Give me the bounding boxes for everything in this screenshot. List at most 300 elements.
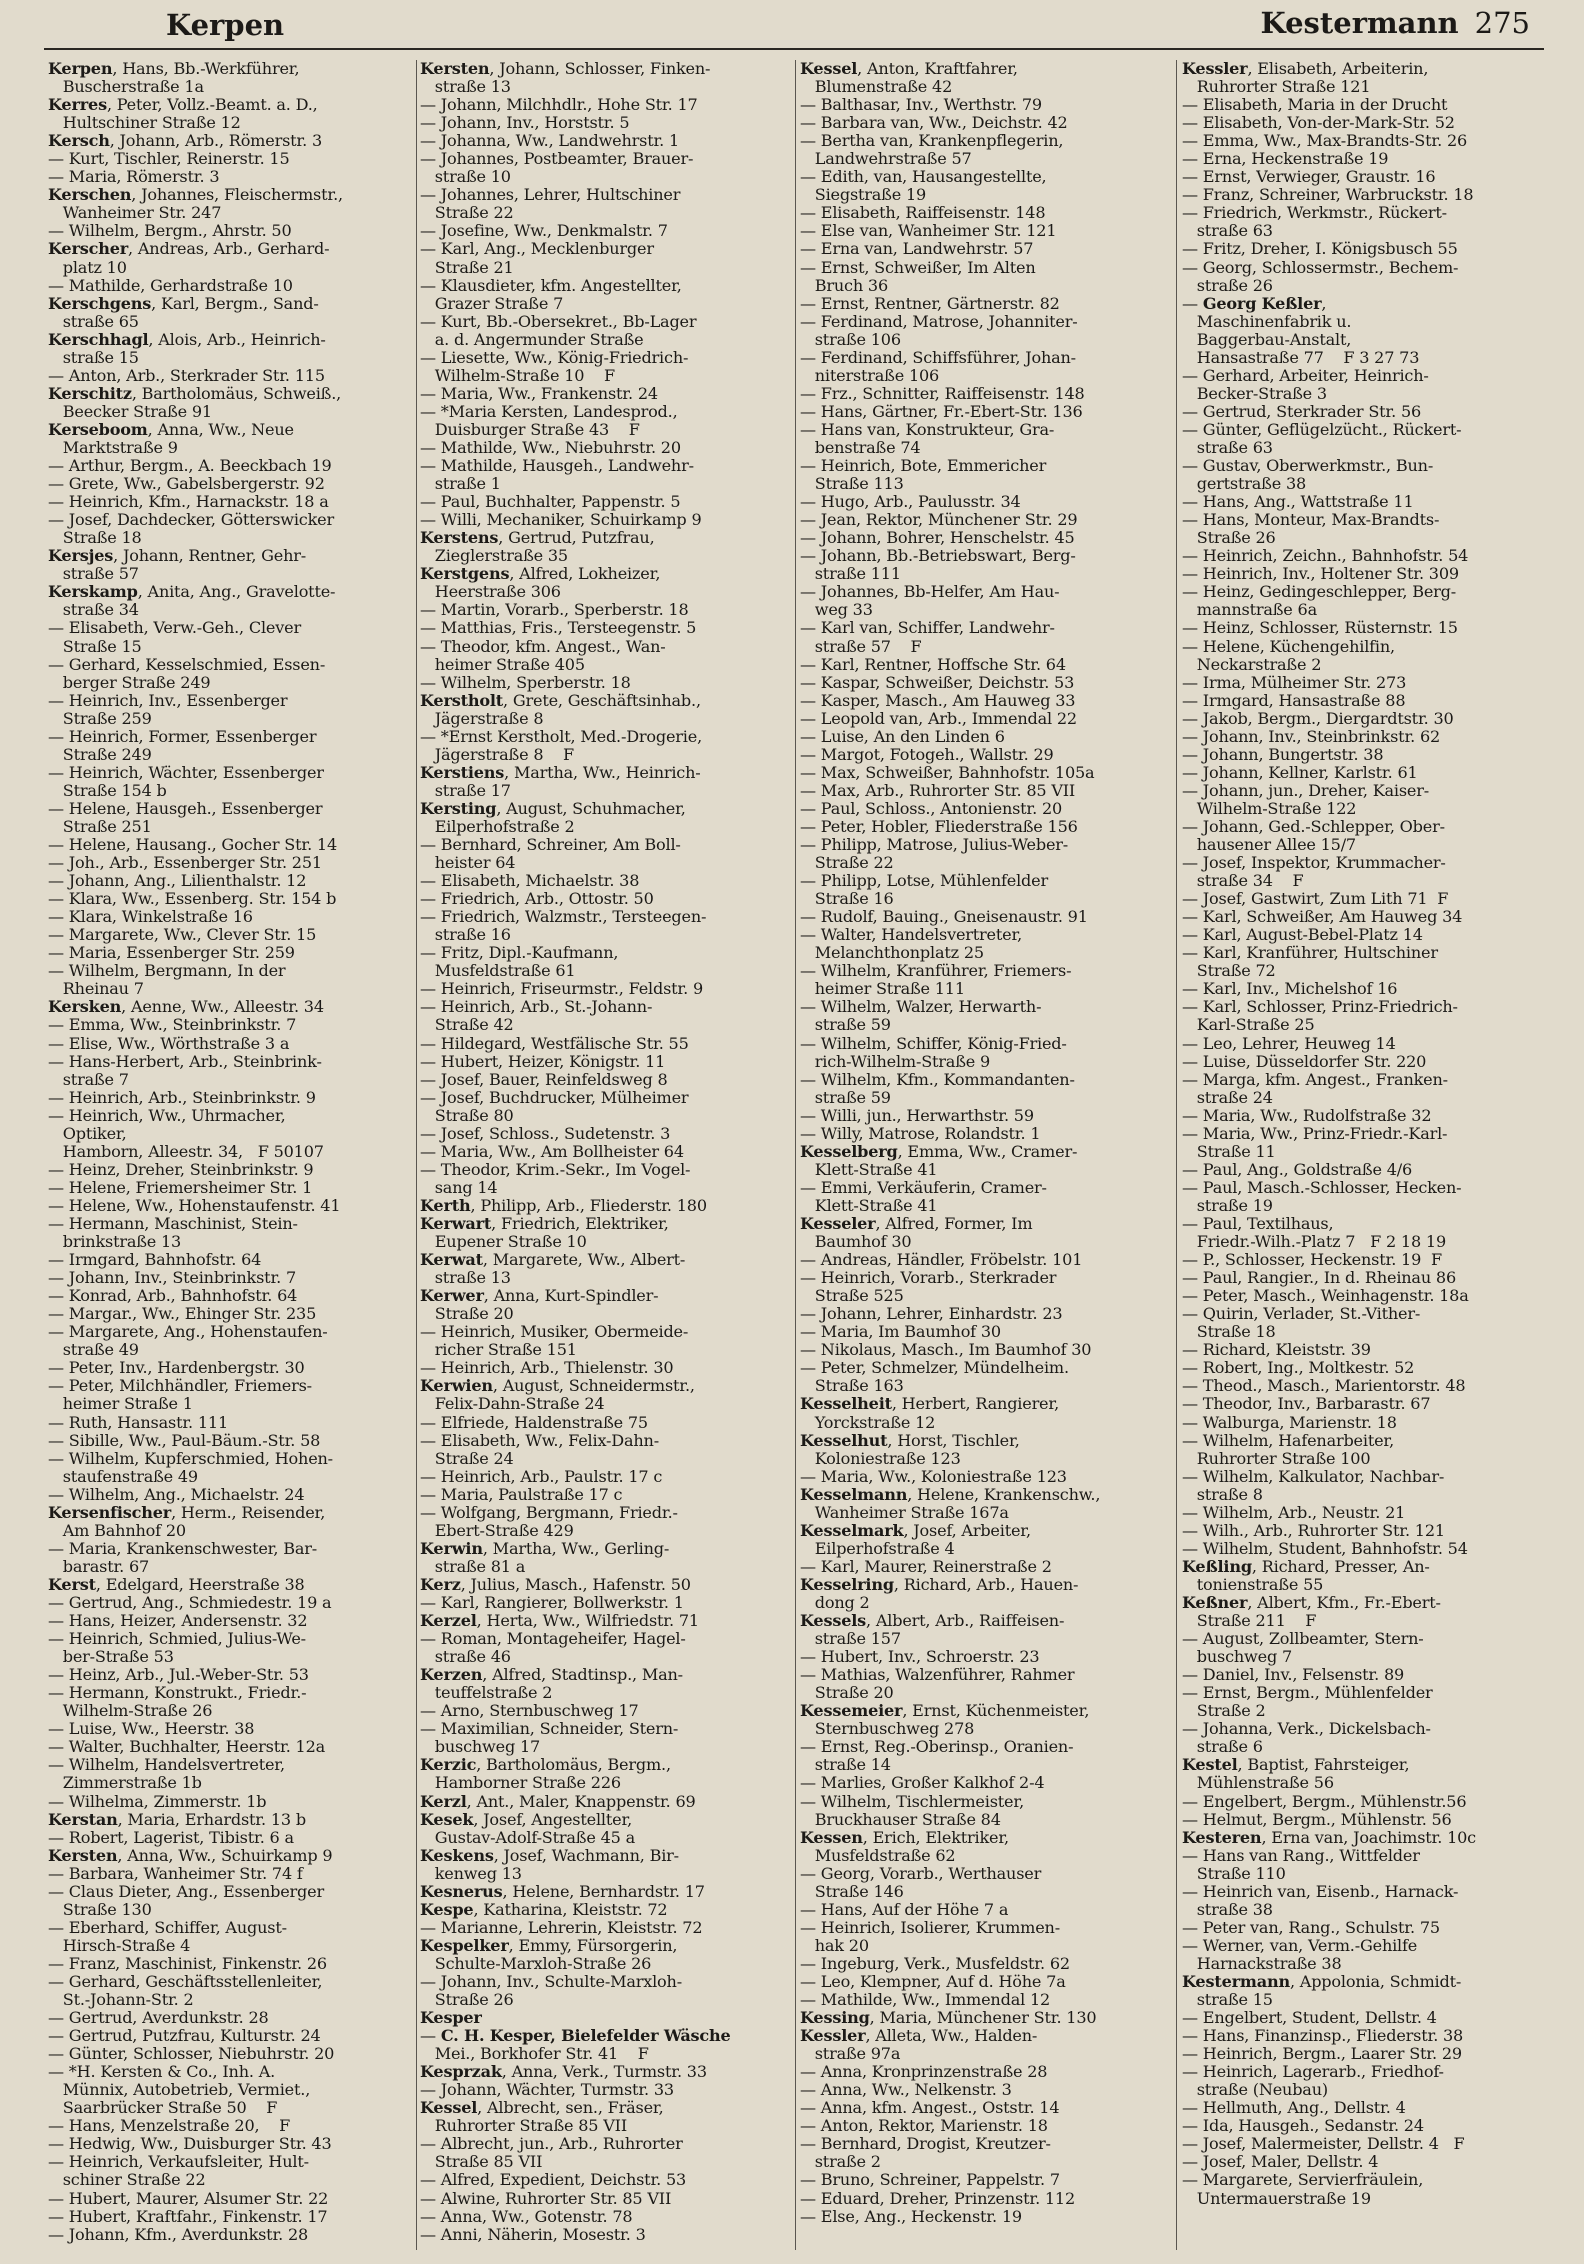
directory-entry-line: — Johann, Wächter, Turmstr. 33: [420, 2080, 674, 2100]
directory-entry-line: Straße 22: [800, 853, 894, 873]
directory-column-3: [800, 60, 1170, 2250]
directory-entry-line: — Theodor, Krim.-Sekr., Im Vogel-: [420, 1159, 691, 1179]
directory-entry-line: Klett-Straße 41: [800, 1195, 938, 1215]
directory-entry-line: Kerth, Philipp, Arb., Fliederstr. 180: [420, 1195, 707, 1215]
directory-entry-line: — Roman, Montageheifer, Hagel-: [420, 1629, 686, 1649]
directory-entry-line: niterstraße 106: [800, 365, 940, 385]
directory-entry-line: — Margarete, Ang., Hohenstaufen-: [48, 1322, 328, 1342]
directory-entry-line: — Konrad, Arb., Bahnhofstr. 64: [48, 1286, 298, 1306]
page-number: 275: [1474, 6, 1530, 40]
directory-entry-line: Kesselmann, Helene, Krankenschw.,: [800, 1484, 1101, 1504]
directory-entry-line: dong 2: [800, 1592, 870, 1612]
directory-entry-line: — Marga, kfm. Angest., Franken-: [1182, 1069, 1448, 1089]
directory-entry-line: Sternbuschweg 278: [800, 1719, 975, 1739]
directory-entry-line: — Leopold van, Arb., Immendal 22: [800, 708, 1077, 728]
directory-entry-line: — Barbara, Wanheimer Str. 74 f: [48, 1863, 303, 1883]
directory-entry-line: Musfeldstraße 62: [800, 1845, 956, 1865]
directory-entry-line: — Karl, Kranführer, Hultschiner: [1182, 943, 1438, 963]
directory-entry-line: — Else, Ang., Heckenstr. 19: [800, 2206, 1022, 2226]
directory-entry-line: — Ernst, Rentner, Gärtnerstr. 82: [800, 293, 1060, 313]
directory-entry-line: Kesselmark, Josef, Arbeiter,: [800, 1520, 1031, 1540]
directory-entry-line: Musfeldstraße 61: [420, 961, 576, 981]
directory-entry-line: — Maria, Ww., Rudolfstraße 32: [1182, 1105, 1432, 1125]
directory-entry-line: — Willy, Matrose, Rolandstr. 1: [800, 1123, 1041, 1143]
directory-entry-line: — Maria, Paulstraße 17 c: [420, 1484, 623, 1504]
directory-entry-line: straße 63: [1182, 221, 1273, 241]
directory-entry-line: — Georg Keßler,: [1182, 293, 1327, 313]
directory-entry-line: straße 157: [800, 1629, 901, 1649]
directory-entry-line: Straße 163: [800, 1376, 904, 1396]
directory-entry-line: — Kasper, Masch., Am Hauweg 33: [800, 690, 1076, 710]
directory-entry-line: Yorckstraße 12: [800, 1412, 936, 1432]
directory-entry-line: — Paul, Buchhalter, Pappenstr. 5: [420, 492, 681, 512]
directory-entry-line: — Liesette, Ww., König-Friedrich-: [420, 347, 689, 367]
directory-entry-line: Straße 26: [1182, 528, 1276, 548]
directory-entry-line: Kerschhagl, Alois, Arb., Heinrich-: [48, 329, 326, 349]
directory-entry-line: staufenstraße 49: [48, 1466, 198, 1486]
directory-entry-line: Kesteren, Erna van, Joachimstr. 10c: [1182, 1827, 1476, 1847]
directory-entry-line: benstraße 74: [800, 437, 921, 457]
directory-entry-line: hak 20: [800, 1935, 869, 1955]
directory-entry-line: Straße 80: [420, 1105, 514, 1125]
directory-entry-line: — Heinz, Schlosser, Rüsternstr. 15: [1182, 618, 1458, 638]
directory-entry-line: straße 13: [420, 77, 511, 97]
directory-entry-line: Heerstraße 306: [420, 582, 561, 602]
directory-entry-line: Kesnerus, Helene, Bernhardstr. 17: [420, 1881, 705, 1901]
directory-entry-line: — Heinrich, Kfm., Harnackstr. 18 a: [48, 492, 329, 512]
directory-entry-line: straße 17: [420, 780, 511, 800]
directory-entry-line: — Theod., Masch., Marientorstr. 48: [1182, 1376, 1466, 1396]
directory-entry-line: Kerseboom, Anna, Ww., Neue: [48, 419, 294, 439]
directory-entry-line: Kestermann, Appolonia, Schmidt-: [1182, 1971, 1462, 1991]
directory-entry-line: Jägerstraße 8 F: [420, 744, 574, 764]
directory-entry-line: — Wilhelm, Arb., Neustr. 21: [1182, 1502, 1406, 1522]
directory-entry-line: — Mathilde, Ww., Niebuhrstr. 20: [420, 437, 681, 457]
directory-entry-line: Zieglerstraße 35: [420, 546, 568, 566]
directory-entry-line: Hirsch-Straße 4: [48, 1935, 191, 1955]
directory-entry-line: — Günter, Schlosser, Niebuhrstr. 20: [48, 2044, 335, 2064]
directory-entry-line: Wilhelm-Straße 26: [48, 1701, 213, 1721]
directory-entry-line: straße 8: [1182, 1484, 1263, 1504]
directory-entry-line: — Paul, Schloss., Antonienstr. 20: [800, 798, 1063, 818]
directory-entry-line: — Helene, Ww., Hohenstaufenstr. 41: [48, 1195, 341, 1215]
directory-entry-line: Kerskamp, Anita, Ang., Gravelotte-: [48, 582, 336, 602]
directory-entry-line: — Bruno, Schreiner, Pappelstr. 7: [800, 2170, 1060, 2190]
directory-entry-line: — Johann, Ang., Lilienthalstr. 12: [48, 871, 307, 891]
directory-entry-line: — Hellmuth, Ang., Dellstr. 4: [1182, 2098, 1406, 2118]
directory-entry-line: rich-Wilhelm-Straße 9: [800, 1051, 991, 1071]
directory-entry-line: Karl-Straße 25: [1182, 1015, 1315, 1035]
directory-entry-line: — Hedwig, Ww., Duisburger Str. 43: [48, 2134, 332, 2154]
directory-entry-line: Blumenstraße 42: [800, 77, 953, 97]
directory-entry-line: — Elfriede, Haldenstraße 75: [420, 1412, 648, 1432]
directory-entry-line: — Wilhelm, Hafenarbeiter,: [1182, 1430, 1395, 1450]
directory-entry-line: — Elisabeth, Michaelstr. 38: [420, 871, 640, 891]
directory-entry-line: — Maximilian, Schneider, Stern-: [420, 1719, 679, 1739]
directory-entry-line: — Arno, Sternbuschweg 17: [420, 1701, 639, 1721]
directory-entry-line: — Hans, Heizer, Andersenstr. 32: [48, 1611, 308, 1631]
directory-entry-line: Straße 15: [48, 636, 142, 656]
directory-entry-line: — Richard, Kleiststr. 39: [1182, 1340, 1371, 1360]
directory-entry-line: — Hermann, Maschinist, Stein-: [48, 1214, 298, 1233]
directory-entry-line: — Hans van Rang., Wittfelder: [1182, 1845, 1420, 1865]
directory-entry-line: — Hans, Gärtner, Fr.-Ebert-Str. 136: [800, 401, 1083, 421]
directory-entry-line: — Josef, Schloss., Sudetenstr. 3: [420, 1123, 671, 1143]
directory-entry-line: — Johann, Inv., Schulte-Marxloh-: [420, 1971, 682, 1991]
directory-entry-line: Straße 11: [1182, 1141, 1276, 1161]
directory-entry-line: — Fritz, Dreher, I. Königsbusch 55: [1182, 239, 1458, 259]
directory-entry-line: Kerschen, Johannes, Fleischermstr.,: [48, 185, 343, 205]
directory-entry-line: — Johanna, Verk., Dickelsbach-: [1182, 1719, 1431, 1739]
directory-entry-line: — *Ernst Kerstholt, Med.-Drogerie,: [420, 726, 702, 746]
directory-entry-line: — Johann, jun., Dreher, Kaiser-: [1182, 780, 1429, 800]
directory-entry-line: — Klara, Ww., Essenberg. Str. 154 b: [48, 889, 337, 909]
directory-entry-line: Wanheimer Str. 247: [48, 203, 222, 223]
directory-entry-line: Keskens, Josef, Wachmann, Bir-: [420, 1845, 679, 1865]
directory-entry-line: tonienstraße 55: [1182, 1574, 1324, 1594]
directory-entry-line: straße 38: [1182, 1899, 1273, 1919]
directory-entry-line: buschweg 17: [420, 1737, 541, 1757]
directory-entry-line: — Maria, Ww., Koloniestraße 123: [800, 1466, 1067, 1486]
directory-entry-line: — Hubert, Heizer, Königstr. 11: [420, 1051, 666, 1071]
directory-entry-line: Mühlenstraße 56: [1182, 1773, 1334, 1793]
directory-entry-line: — Rudolf, Bauing., Gneisenaustr. 91: [800, 907, 1088, 927]
directory-entry-line: — Luise, Düsseldorfer Str. 220: [1182, 1051, 1427, 1071]
directory-entry-line: straße 59: [800, 1015, 891, 1035]
directory-entry-line: — Paul, Rangier., In d. Rheinau 86: [1182, 1268, 1456, 1288]
directory-entry-line: — Anton, Rektor, Marienstr. 18: [800, 2116, 1048, 2136]
directory-entry-line: — Anton, Arb., Sterkrader Str. 115: [48, 365, 325, 385]
directory-entry-line: — Hubert, Maurer, Alsumer Str. 22: [48, 2188, 329, 2208]
directory-entry-line: — Josef, Buchdrucker, Mülheimer: [420, 1087, 689, 1107]
directory-entry-line: — Mathilde, Gerhardstraße 10: [48, 275, 293, 295]
directory-entry-line: Kerzl, Ant., Maler, Knappenstr. 69: [420, 1791, 696, 1811]
directory-entry-line: — Heinrich, Ww., Uhrmacher,: [48, 1105, 286, 1125]
directory-entry-line: — Kurt, Tischler, Reinerstr. 15: [48, 149, 290, 169]
directory-entry-line: Kessler, Alleta, Ww., Halden-: [800, 2026, 1038, 2046]
column-divider: [416, 60, 417, 2250]
directory-entry-line: — Bernhard, Drogist, Kreutzer-: [800, 2134, 1051, 2154]
directory-entry-line: heister 64: [420, 853, 516, 873]
directory-entry-line: — Arthur, Bergm., A. Beeckbach 19: [48, 456, 332, 476]
directory-entry-line: Wanheimer Straße 167a: [800, 1502, 1009, 1522]
directory-entry-line: — Emmi, Verkäuferin, Cramer-: [800, 1177, 1047, 1197]
directory-entry-line: — Hans, Monteur, Max-Brandts-: [1182, 510, 1440, 530]
directory-entry-line: — Heinrich, Musiker, Obermeide-: [420, 1322, 689, 1342]
directory-entry-line: — Ernst, Bergm., Mühlenfelder: [1182, 1683, 1433, 1703]
directory-entry-line: — Wilhelm, Student, Bahnhofstr. 54: [1182, 1538, 1468, 1558]
directory-entry-line: — Joh., Arb., Essenberger Str. 251: [48, 853, 322, 873]
directory-entry-line: — Helene, Hausgeh., Essenberger: [48, 798, 323, 818]
directory-entry-line: — Philipp, Lotse, Mühlenfelder: [800, 871, 1048, 891]
directory-entry-line: — Johann, Lehrer, Einhardstr. 23: [800, 1304, 1063, 1324]
directory-entry-line: Kessels, Albert, Arb., Raiffeisen-: [800, 1611, 1065, 1631]
directory-entry-line: St.-Johann-Str. 2: [48, 1990, 194, 2010]
directory-entry-line: Straße 110: [1182, 1863, 1286, 1883]
directory-entry-line: Kersenfischer, Herm., Reisender,: [48, 1502, 326, 1522]
directory-entry-line: — Andreas, Händler, Fröbelstr. 101: [800, 1250, 1083, 1270]
directory-entry-line: — Irmgard, Bahnhofstr. 64: [48, 1250, 262, 1270]
directory-entry-line: — Wilhelm, Kranführer, Friemers-: [800, 961, 1072, 981]
directory-entry-line: — Wolfgang, Bergmann, Friedr.-: [420, 1502, 678, 1522]
directory-entry-line: straße 57: [48, 564, 139, 584]
directory-entry-line: — August, Zollbeamter, Stern-: [1182, 1629, 1424, 1649]
directory-entry-line: — Emma, Ww., Max-Brandts-Str. 26: [1182, 131, 1468, 151]
directory-entry-line: — Hans, Auf der Höhe 7 a: [800, 1899, 1009, 1919]
directory-entry-line: — Frz., Schnitter, Raiffeisenstr. 148: [800, 383, 1085, 403]
directory-entry-line: sang 14: [420, 1177, 498, 1197]
directory-entry-line: — Maria, Ww., Frankenstr. 24: [420, 383, 658, 403]
directory-entry-line: Kerstiens, Martha, Ww., Heinrich-: [420, 762, 701, 782]
directory-entry-line: — Ernst, Reg.-Oberinsp., Oranien-: [800, 1737, 1074, 1757]
directory-entry-line: — Mathias, Walzenführer, Rahmer: [800, 1665, 1075, 1685]
directory-entry-line: — Karl, Inv., Michelshof 16: [1182, 979, 1398, 999]
directory-entry-line: Wilhelm-Straße 122: [1182, 798, 1357, 818]
directory-entry-line: Straße 154 b: [48, 780, 167, 800]
directory-entry-line: — Albrecht, jun., Arb., Ruhrorter: [420, 2134, 683, 2154]
directory-entry-line: — Else van, Wanheimer Str. 121: [800, 221, 1057, 241]
directory-entry-line: — Elisabeth, Maria in der Drucht: [1182, 95, 1448, 115]
directory-entry-line: — Peter, Inv., Hardenbergstr. 30: [48, 1358, 305, 1378]
directory-entry-line: — Heinrich, Arb., Thielenstr. 30: [420, 1358, 674, 1378]
directory-entry-line: — Maria, Römerstr. 3: [48, 167, 220, 187]
directory-entry-line: kenweg 13: [420, 1863, 522, 1883]
directory-entry-line: — Matthias, Fris., Tersteegenstr. 5: [420, 618, 697, 638]
directory-entry-line: teuffelstraße 2: [420, 1683, 553, 1703]
directory-column-4: [1182, 60, 1552, 2250]
directory-entry-line: — Hildegard, Westfälische Str. 55: [420, 1033, 689, 1053]
directory-entry-line: — Gertrud, Averdunkstr. 28: [48, 2008, 269, 2028]
directory-entry-line: — Heinrich, Bergm., Laarer Str. 29: [1182, 2044, 1462, 2064]
directory-entry-line: Kerwer, Anna, Kurt-Spindler-: [420, 1286, 659, 1306]
directory-entry-line: Straße 26: [420, 1990, 514, 2010]
directory-entry-line: — Anna, Kronprinzenstraße 28: [800, 2062, 1048, 2082]
directory-entry-line: — Wilhelm, Sperberstr. 18: [420, 672, 631, 692]
directory-entry-line: Ruhrorter Straße 100: [1182, 1448, 1371, 1468]
directory-entry-line: — Ida, Hausgeh., Sedanstr. 24: [1182, 2116, 1424, 2136]
directory-entry-line: Kerschgens, Karl, Bergm., Sand-: [48, 293, 319, 313]
directory-entry-line: — Engelbert, Bergm., Mühlenstr.56: [1182, 1791, 1467, 1811]
directory-entry-line: Friedr.-Wilh.-Platz 7 F 2 18 19: [1182, 1232, 1446, 1252]
directory-entry-line: Keßling, Richard, Presser, An-: [1182, 1556, 1430, 1576]
directory-entry-line: Kespe, Katharina, Kleiststr. 72: [420, 1899, 668, 1919]
directory-entry-line: — Heinrich, Former, Essenberger: [48, 726, 317, 746]
directory-entry-line: — Walburga, Marienstr. 18: [1182, 1412, 1397, 1432]
directory-entry-line: — Heinrich, Lagerarb., Friedhof-: [1182, 2062, 1444, 2082]
directory-entry-line: — Karl, Rentner, Hoffsche Str. 64: [800, 654, 1066, 674]
directory-entry-line: — Hans, Menzelstraße 20, F: [48, 2116, 291, 2136]
directory-entry-line: Duisburger Straße 43 F: [420, 419, 640, 439]
directory-entry-line: Kerschitz, Bartholomäus, Schweiß.,: [48, 383, 342, 403]
directory-entry-line: Koloniestraße 123: [800, 1448, 961, 1468]
directory-entry-line: — Heinrich, Inv., Essenberger: [48, 690, 288, 710]
directory-entry-line: Baggerbau-Anstalt,: [1182, 329, 1352, 349]
directory-entry-line: Straße 2: [1182, 1701, 1266, 1721]
directory-entry-line: — Leo, Klempner, Auf d. Höhe 7a: [800, 1971, 1066, 1991]
directory-entry-line: — Alfred, Expedient, Deichstr. 53: [420, 2170, 687, 2190]
directory-entry-line: — Philipp, Matrose, Julius-Weber-: [800, 835, 1069, 855]
directory-entry-line: — Wilhelm, Tischlermeister,: [800, 1791, 1024, 1811]
directory-entry-line: — Johann, Inv., Horststr. 5: [420, 113, 630, 133]
directory-entry-line: — Kaspar, Schweißer, Deichstr. 53: [800, 672, 1075, 692]
directory-entry-line: — Johanna, Ww., Landwehrstr. 1: [420, 131, 680, 151]
directory-entry-line: Straße 20: [800, 1683, 894, 1703]
directory-entry-line: — Heinrich, Arb., St.-Johann-: [420, 997, 653, 1017]
directory-entry-line: Straße 20: [420, 1304, 514, 1324]
directory-entry-line: — Wilhelm, Bergm., Ahrstr. 50: [48, 221, 292, 241]
directory-entry-line: — Maria, Im Baumhof 30: [800, 1322, 1001, 1342]
directory-entry-line: — Johannes, Bb-Helfer, Am Hau-: [800, 582, 1060, 602]
directory-entry-line: — Elisabeth, Von-der-Mark-Str. 52: [1182, 113, 1455, 133]
directory-entry-line: — Heinrich van, Eisenb., Harnack-: [1182, 1881, 1459, 1901]
directory-entry-line: — Elisabeth, Verw.-Geh., Clever: [48, 618, 301, 638]
directory-entry-line: Keßner, Albert, Kfm., Fr.-Ebert-: [1182, 1592, 1441, 1612]
directory-entry-line: — Heinz, Dreher, Steinbrinkstr. 9: [48, 1159, 314, 1179]
directory-entry-line: — Walter, Buchhalter, Heerstr. 12a: [48, 1737, 325, 1757]
directory-entry-line: Kersch, Johann, Arb., Römerstr. 3: [48, 131, 322, 151]
directory-entry-line: Hamborner Straße 226: [420, 1773, 621, 1793]
directory-entry-line: — Theodor, Inv., Barbarastr. 67: [1182, 1394, 1431, 1414]
directory-entry-line: Straße 18: [1182, 1322, 1276, 1342]
page-header: [44, 4, 1544, 50]
directory-entry-line: Kersten, Anna, Ww., Schuirkamp 9: [48, 1845, 333, 1865]
directory-entry-line: — Georg, Schlossermstr., Bechem-: [1182, 257, 1459, 277]
directory-entry-line: — Heinrich, Arb., Paulstr. 17 c: [420, 1466, 663, 1486]
directory-entry-line: — Johann, Inv., Steinbrinkstr. 7: [48, 1268, 297, 1288]
directory-entry-line: Zimmerstraße 1b: [48, 1773, 202, 1793]
directory-entry-line: — Leo, Lehrer, Heuweg 14: [1182, 1033, 1396, 1053]
directory-entry-line: — Wilhelm, Handelsvertreter,: [48, 1755, 285, 1775]
directory-entry-line: straße 16: [420, 925, 511, 945]
directory-entry-line: — Elisabeth, Raiffeisenstr. 148: [800, 203, 1046, 223]
directory-entry-line: — Eberhard, Schiffer, August-: [48, 1917, 287, 1937]
header-left-keyword: Kerpen: [166, 8, 285, 42]
directory-entry-line: — Hans, Ang., Wattstraße 11: [1182, 492, 1414, 512]
directory-entry-line: Kersten, Johann, Schlosser, Finken-: [420, 60, 711, 78]
directory-entry-line: Felix-Dahn-Straße 24: [420, 1394, 605, 1414]
directory-entry-line: Straße 249: [48, 744, 152, 764]
directory-entry-line: straße 2: [800, 2152, 881, 2172]
directory-entry-line: — Maria, Essenberger Str. 259: [48, 943, 295, 963]
directory-entry-line: Kersjes, Johann, Rentner, Gehr-: [48, 546, 307, 566]
directory-entry-line: Kerres, Peter, Vollz.-Beamt. a. D.,: [48, 95, 318, 115]
directory-entry-line: brinkstraße 13: [48, 1232, 182, 1252]
directory-entry-line: — Ferdinand, Matrose, Johanniter-: [800, 311, 1078, 331]
directory-entry-line: — Paul, Textilhaus,: [1182, 1214, 1334, 1233]
directory-entry-line: — Heinrich, Inv., Holtener Str. 309: [1182, 564, 1459, 584]
directory-entry-line: — Anni, Näherin, Mosestr. 3: [420, 2224, 646, 2244]
directory-entry-line: — Heinrich, Vorarb., Sterkrader: [800, 1268, 1057, 1288]
directory-entry-line: Kerstholt, Grete, Geschäftsinhab.,: [420, 690, 701, 710]
directory-entry-line: — Maria, Krankenschwester, Bar-: [48, 1538, 317, 1558]
directory-entry-line: — Gertrud, Putzfrau, Kulturstr. 24: [48, 2026, 321, 2046]
directory-entry-line: — Hans-Herbert, Arb., Steinbrink-: [48, 1051, 322, 1071]
directory-entry-line: Grazer Straße 7: [420, 293, 564, 313]
directory-entry-line: gertstraße 38: [1182, 474, 1307, 494]
directory-entry-line: — Helmut, Bergm., Mühlenstr. 56: [1182, 1809, 1452, 1829]
directory-entry-line: Kesselhut, Horst, Tischler,: [800, 1430, 1020, 1450]
directory-entry-line: straße 106: [800, 329, 901, 349]
directory-entry-line: Hamborn, Alleestr. 34, F 50107: [48, 1141, 324, 1161]
directory-entry-line: — Wilhelm, Kfm., Kommandanten-: [800, 1069, 1075, 1089]
directory-entry-line: — Bernhard, Schreiner, Am Boll-: [420, 835, 681, 855]
directory-entry-line: — Franz, Maschinist, Finkenstr. 26: [48, 1953, 327, 1973]
directory-entry-line: Kerzic, Bartholomäus, Bergm.,: [420, 1755, 671, 1775]
directory-entry-line: Harnackstraße 38: [1182, 1953, 1342, 1973]
directory-entry-line: Wilhelm-Straße 10 F: [420, 365, 615, 385]
directory-entry-line: mannstraße 6a: [1182, 600, 1317, 620]
directory-entry-line: barastr. 67: [48, 1556, 150, 1576]
directory-entry-line: — Sibille, Ww., Paul-Bäum.-Str. 58: [48, 1430, 321, 1450]
directory-entry-line: — Anna, Ww., Gotenstr. 78: [420, 2206, 633, 2226]
directory-entry-line: — Nikolaus, Masch., Im Baumhof 30: [800, 1340, 1092, 1360]
directory-entry-line: Kessemeier, Ernst, Küchenmeister,: [800, 1701, 1090, 1721]
directory-entry-line: — Balthasar, Inv., Werthstr. 79: [800, 95, 1042, 115]
directory-entry-line: — Marianne, Lehrerin, Kleiststr. 72: [420, 1917, 703, 1937]
directory-entry-line: ber-Straße 53: [48, 1647, 174, 1667]
directory-entry-line: Baumhof 30: [800, 1232, 912, 1252]
directory-entry-line: straße 13: [420, 1268, 511, 1288]
directory-entry-line: Kessing, Maria, Münchener Str. 130: [800, 2008, 1097, 2028]
directory-entry-line: schiner Straße 22: [48, 2170, 206, 2190]
directory-entry-line: — Jakob, Bergm., Diergardtstr. 30: [1182, 708, 1454, 728]
directory-entry-line: — Robert, Lagerist, Tibistr. 6 a: [48, 1827, 294, 1847]
directory-entry-line: Straße 146: [800, 1881, 904, 1901]
directory-entry-line: straße 65: [48, 311, 139, 331]
directory-entry-line: Kerzel, Herta, Ww., Wilfriedstr. 71: [420, 1611, 699, 1631]
directory-entry-line: — Erna van, Landwehrstr. 57: [800, 239, 1034, 259]
directory-entry-line: — Grete, Ww., Gabelsbergerstr. 92: [48, 474, 325, 494]
directory-entry-line: — Willi, Mechaniker, Schuirkamp 9: [420, 510, 702, 530]
directory-entry-line: Kespelker, Emmy, Fürsorgerin,: [420, 1935, 678, 1955]
directory-entry-line: — Helene, Küchengehilfin,: [1182, 636, 1395, 656]
directory-entry-line: Ebert-Straße 429: [420, 1520, 574, 1540]
directory-entry-line: — Gustav, Oberwerkmstr., Bun-: [1182, 456, 1434, 476]
directory-entry-line: — Gertrud, Ang., Schmiedestr. 19 a: [48, 1592, 332, 1612]
directory-entry-line: Kerwart, Friedrich, Elektriker,: [420, 1214, 669, 1233]
directory-entry-line: Kestel, Baptist, Fahrsteiger,: [1182, 1755, 1410, 1775]
directory-entry-line: — Günter, Geflügelzücht., Rückert-: [1182, 419, 1462, 439]
directory-entry-line: Straße 259: [48, 708, 152, 728]
directory-entry-line: — Gerhard, Kesselschmied, Essen-: [48, 654, 326, 674]
directory-entry-line: — Robert, Ing., Moltkestr. 52: [1182, 1358, 1415, 1378]
directory-entry-line: Kerscher, Andreas, Arb., Gerhard-: [48, 239, 330, 259]
directory-entry-line: straße 19: [1182, 1195, 1273, 1215]
directory-entry-line: Münnix, Autobetrieb, Vermiet.,: [48, 2080, 311, 2100]
directory-entry-line: — Peter, Schmelzer, Mündelheim.: [800, 1358, 1069, 1378]
directory-entry-line: — Wilhelma, Zimmerstr. 1b: [48, 1791, 267, 1811]
directory-entry-line: Untermauerstraße 19: [1182, 2188, 1371, 2208]
directory-entry-line: — Johannes, Postbeamter, Brauer-: [420, 149, 694, 169]
directory-entry-line: Eilperhofstraße 4: [800, 1538, 955, 1558]
directory-entry-line: — Erna, Heckenstraße 19: [1182, 149, 1389, 169]
directory-column-1: [48, 60, 414, 2250]
directory-entry-line: — Josef, Gastwirt, Zum Lith 71 F: [1182, 889, 1449, 909]
directory-entry-line: — Werner, van, Verm.-Gehilfe: [1182, 1935, 1418, 1955]
directory-entry-line: straße 59: [800, 1087, 891, 1107]
directory-entry-line: weg 33: [800, 600, 873, 620]
directory-entry-line: — Kurt, Bb.-Obersekret., Bb-Lager: [420, 311, 697, 331]
directory-entry-line: Landwehrstraße 57: [800, 149, 972, 169]
directory-entry-line: — Josef, Bauer, Reinfeldsweg 8: [420, 1069, 668, 1089]
directory-entry-line: — Wilhelm, Bergmann, In der: [48, 961, 286, 981]
directory-entry-line: — Anna, Ww., Nelkenstr. 3: [800, 2080, 1012, 2100]
directory-entry-line: — Marlies, Großer Kalkhof 2-4: [800, 1773, 1045, 1793]
directory-entry-line: Ruhrorter Straße 121: [1182, 77, 1371, 97]
directory-entry-line: straße 57 F: [800, 636, 922, 656]
directory-entry-line: Siegstraße 19: [800, 185, 927, 205]
directory-entry-line: — Ruth, Hansastr. 111: [48, 1412, 229, 1432]
